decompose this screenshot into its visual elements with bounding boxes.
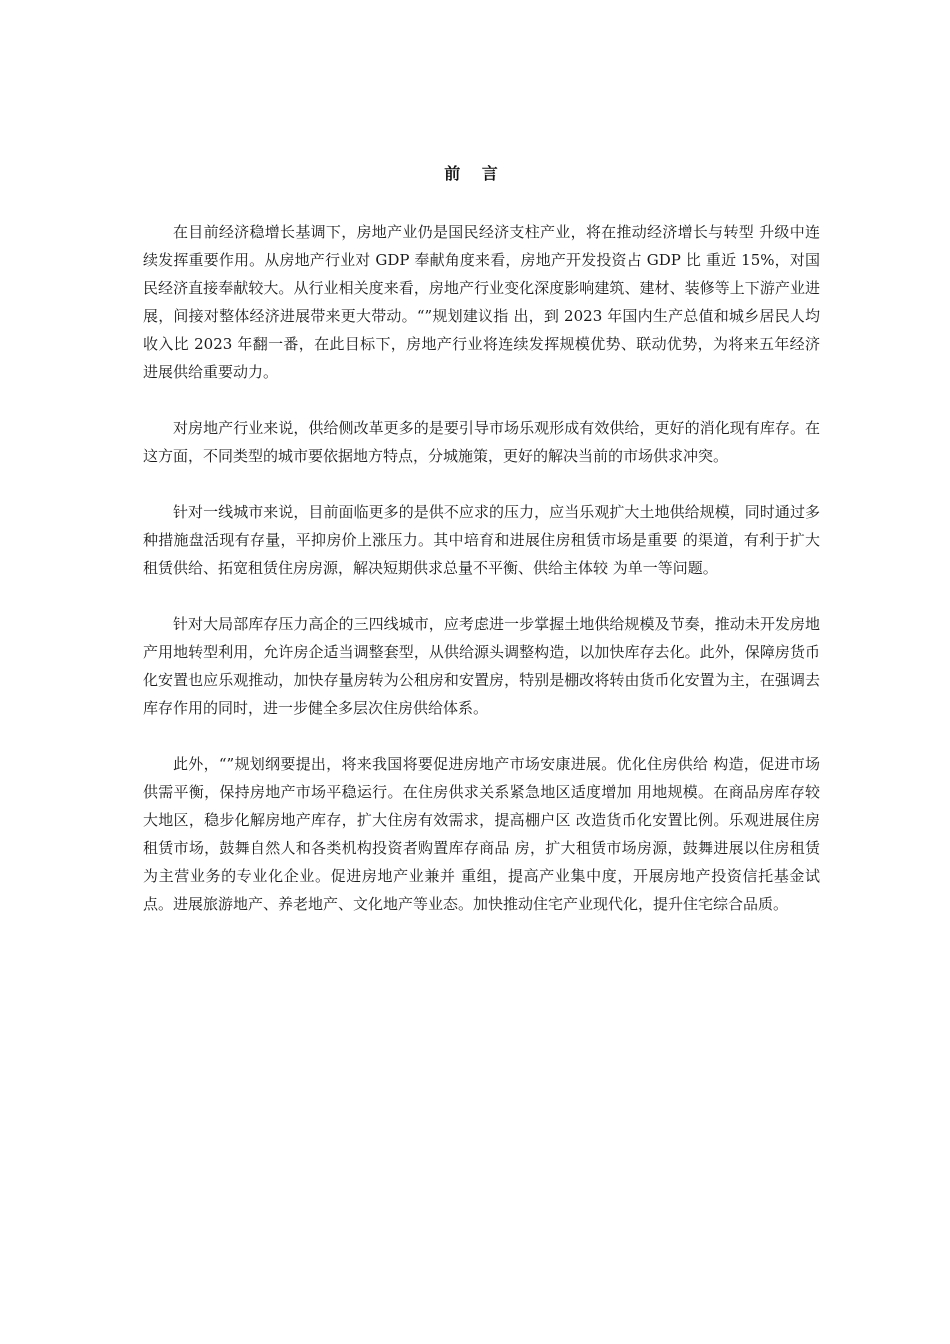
paragraph-4: 针对大局部库存压力高企的三四线城市，应考虑进一步掌握土地供给规模及节奏，推动未开发房地产用地转型利用，允许房企适当调整套型，从供给源头调整构造，以加快库存去化。此外，保障房货币化安置也应乐观推动，加快存量房转为公租房和安置房，特别是棚改将转由货币化安置为主，在强调去库存作用的同时，进一步健全多层次住房供给体系。 bbox=[143, 615, 820, 717]
paragraph-5: 此外，“”规划纲要提出，将来我国将要促进房地产市场安康进展。优化住房供给 构造，促进市场供需平衡，保持房地产市场平稳运行。在住房供求关系紧急地区适度增加 用地规模。在商品房库存较大地区，稳步化解房地产库存，扩大住房有效需求，提高棚户区 改造货币化安置比例。乐观进展住房租赁市场，鼓舞自然人和各类机构投资者购置库存商品 房，扩大租赁市场房源，鼓舞进展以住房租赁为主营业务的专业化企业。促进房地产业兼并 重组，提高产业集中度，开展房地产投资信托基金试点。进展旅游地产、养老地产、文化地产等业态。加快推动住宅产业现代化，提升住宅综合品质。 bbox=[143, 755, 820, 913]
document-body bbox=[143, 218, 820, 946]
paragraph-2: 对房地产行业来说，供给侧改革更多的是要引导市场乐观形成有效供给，更好的消化现有库存。在这方面，不同类型的城市要依据地方特点，分城施策，更好的解决当前的市场供求冲突。 bbox=[143, 419, 820, 465]
page-title: 前 言 bbox=[444, 164, 506, 183]
paragraph-1: 在目前经济稳增长基调下，房地产业仍是国民经济支柱产业，将在推动经济增长与转型 升级中连续发挥重要作用。从房地产行业对 GDP 奉献角度来看，房地产开发投资占 GDP 比 重近 15%，对国民经济直接奉献较大。从行业相关度来看，房地产行业变化深度影响建筑、建材、装修等上下游产业进展，间接对整体经济进展带来更大带动。“”规划建议指 出，到 2023 年国内生产总值和城乡居民人均收入比 2023 年翻一番，在此目标下，房地产行业将连续发挥规模优势、联动优势，为将来五年经济进展供给重要动力。 bbox=[143, 223, 820, 381]
paragraph-3: 针对一线城市来说，目前面临更多的是供不应求的压力，应当乐观扩大土地供给规模，同时通过多种措施盘活现有存量，平抑房价上涨压力。其中培育和进展住房租赁市场是重要 的渠道，有利于扩大租赁供给、拓宽租赁住房房源，解决短期供求总量不平衡、供给主体较 为单一等问题。 bbox=[143, 503, 820, 577]
